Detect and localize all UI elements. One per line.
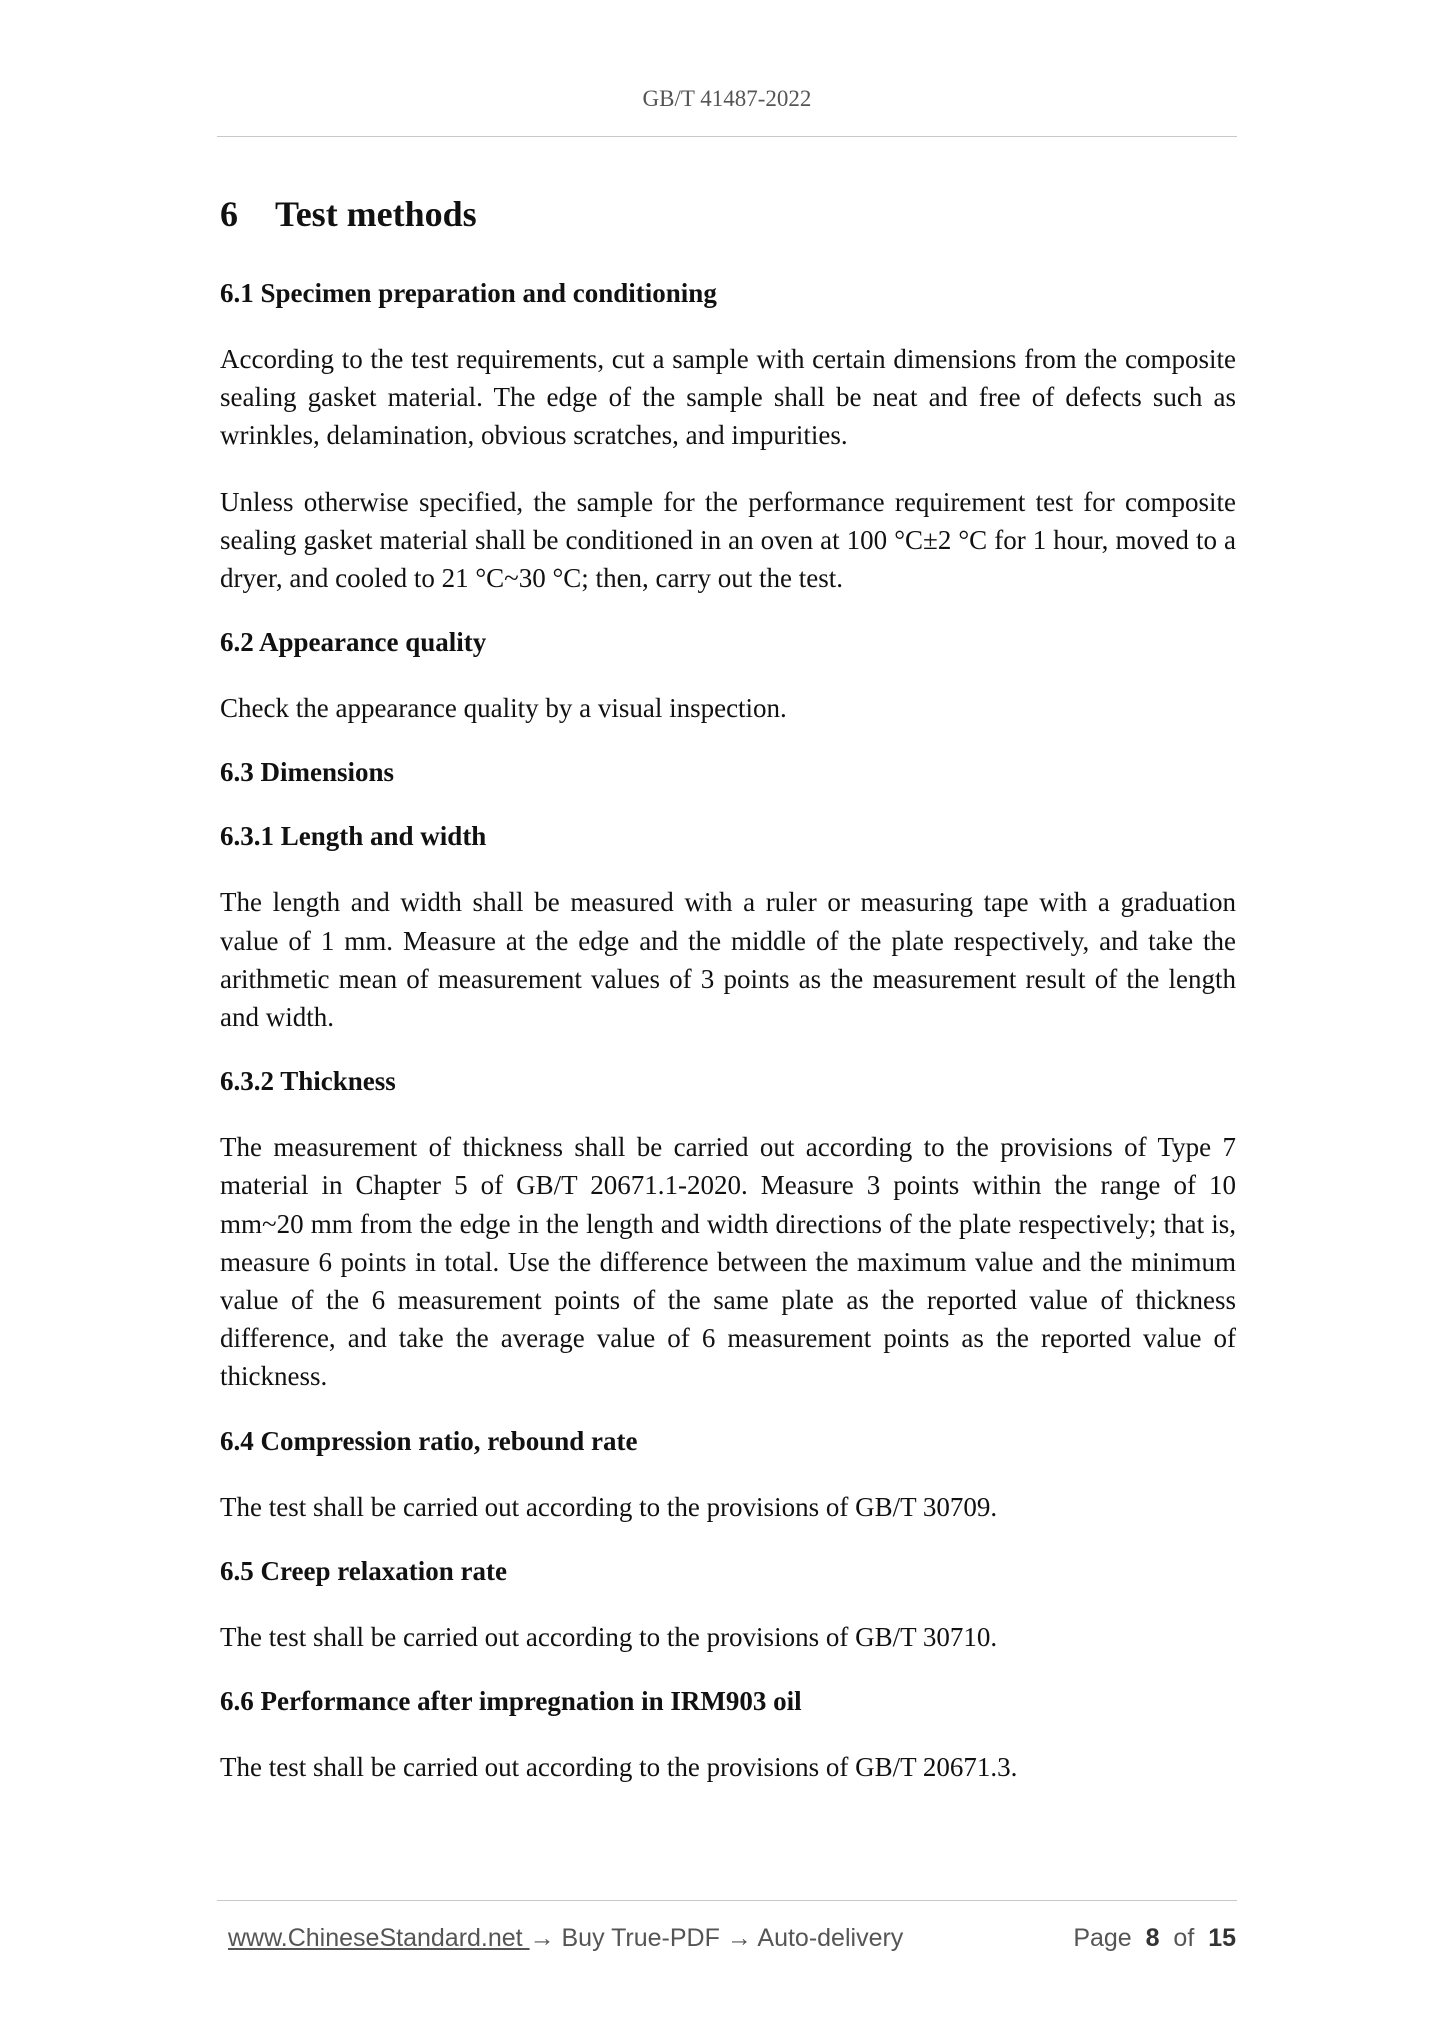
paragraph: The test shall be carried out according to the provisions of GB/T 20671.3. (220, 1752, 1018, 1783)
chapter-title (220, 190, 1236, 238)
paragraph: The measurement of thickness shall be carried out according to the provisions of Type 7 material in Chapter 5 of GB/T 20671.1-2020. Measure 3 points within the range of 10 mm~20 mm from the edge in the length and width directions of the plate respectively; that is, measure 6 points in total. Use the difference between the maximum value and the minimum value of the 6 measurement points of the same plate as the reported value of thickness difference, and take the average value of 6 measurement points as the reported value of thickness. (220, 1132, 1236, 1392)
section-heading-6-1: 6.1 Specimen preparation and conditioning (220, 278, 717, 308)
section-heading-6-6: 6.6 Performance after impregnation in IRM903 oil (220, 1686, 802, 1717)
section-heading-6-5: 6.5 Creep relaxation rate (220, 1555, 507, 1586)
footer-delivery-text: Auto-delivery (751, 1923, 904, 1952)
page-current: 8 (1145, 1923, 1160, 1952)
page-content (220, 190, 1236, 1814)
page-of: of (1173, 1923, 1195, 1952)
footer-buy-text: Buy True-PDF (554, 1923, 727, 1952)
website-link[interactable]: www.ChineseStandard.net (228, 1923, 530, 1952)
paragraph: According to the test requirements, cut a sample with certain dimensions from the composite sealing gasket material. The edge of the sample shall be neat and free of defects such as wrinkles, delamination, obvious scratches, and impurities. (220, 344, 1236, 451)
section-heading-6-2: 6.2 Appearance quality (220, 627, 487, 658)
paragraph: The length and width shall be measured with a ruler or measuring tape with a graduation value of 1 mm. Measure at the edge and the middle of the plate respectively, and take the arithmetic mean of measurement values of 3 points as the measurement result of the length and width. (220, 887, 1236, 1033)
chapter-number: 6 (220, 194, 238, 234)
page-total: 15 (1208, 1923, 1236, 1952)
page-indicator (1073, 1924, 1236, 1953)
footer-divider (217, 1900, 1237, 1901)
paragraph: The test shall be carried out according to the provisions of GB/T 30709. (220, 1491, 998, 1522)
header-divider (217, 136, 1237, 137)
paragraph: Unless otherwise specified, the sample for the performance requirement test for composite sealing gasket material shall be conditioned in an oven at 100 °C±2 °C for 1 hour, moved to a dryer, and cooled to 21 °C~30 °C; then, carry out the test. (220, 486, 1236, 594)
header-doc-id: GB/T 41487-2022 (642, 86, 812, 111)
arrow-right-icon: → (529, 1923, 555, 1952)
section-heading-6-3-2: 6.3.2 Thickness (220, 1066, 396, 1097)
chapter-title-text: Test methods (275, 194, 477, 234)
footer-promo (228, 1924, 903, 1953)
paragraph: Check the appearance quality by a visual inspection. (220, 693, 787, 724)
section-heading-6-3-1: 6.3.1 Length and width (220, 821, 487, 852)
page-footer (228, 1920, 1236, 1956)
page-label: Page (1073, 1923, 1132, 1952)
arrow-right-icon: → (726, 1923, 752, 1952)
section-heading-6-3: 6.3 Dimensions (220, 757, 395, 788)
section-heading-6-4: 6.4 Compression ratio, rebound rate (220, 1425, 638, 1456)
paragraph: The test shall be carried out according to the provisions of GB/T 30710. (220, 1621, 998, 1652)
